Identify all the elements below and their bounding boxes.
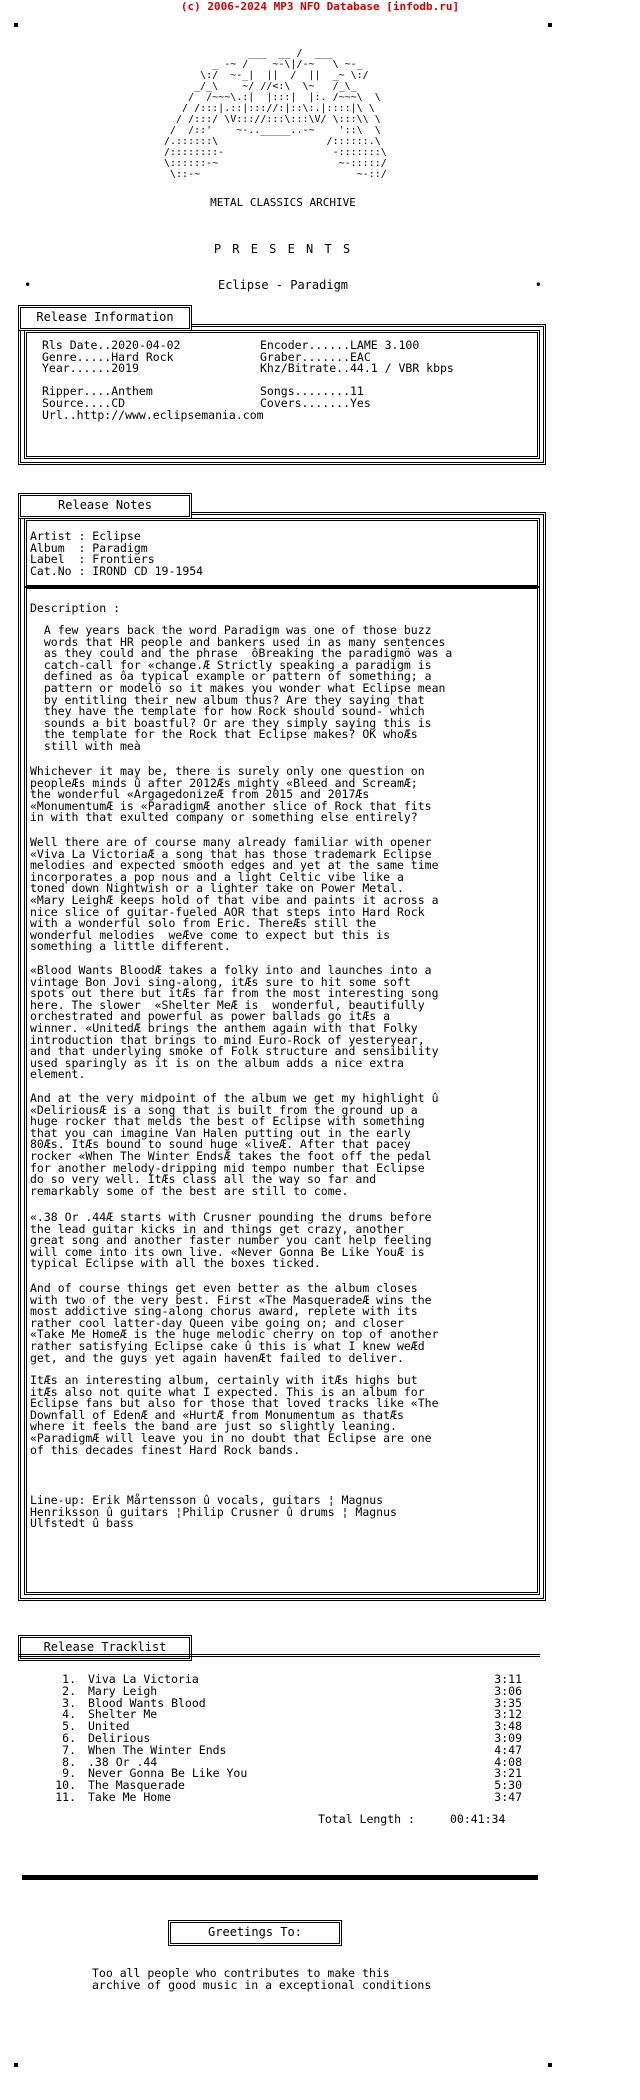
- section-divider: [22, 1875, 538, 1880]
- track-number: 4.: [62, 1707, 76, 1722]
- total-length-label: Total Length :: [318, 1812, 415, 1826]
- track-number: 5.: [62, 1719, 76, 1734]
- tracklist-box: [18, 1654, 540, 1657]
- track-title: Blood Wants Blood: [88, 1695, 206, 1710]
- track-duration: 3:06: [494, 1683, 522, 1698]
- track-number: 10.: [55, 1778, 76, 1793]
- track-duration: 3:11: [494, 1672, 522, 1686]
- track-number: 9.: [62, 1766, 76, 1781]
- track-title: The Masquerade: [88, 1778, 185, 1793]
- release-title: Eclipse - Paradigm: [217, 278, 349, 292]
- logo-caption: METAL CLASSICS ARCHIVE: [210, 196, 356, 209]
- lineup-text: Line-up: Erik Mårtensson û vocals, guitars ¦ Magnus Henriksson û guitars ¦Philip Crusner û drums ¦ Magnus Ulfstedt û bass: [30, 1493, 397, 1531]
- track-title: .38 Or .44: [88, 1754, 158, 1769]
- track-number: 11.: [55, 1790, 76, 1804]
- corner-mark: [548, 2063, 552, 2067]
- description-paragraph: Whichever it may be, there is surely only one question on peopleÆs minds û after 2012Æs mighty «Bleed and ScreamÆ; the wonderful «ArgagedonizeÆ from 2015 and 2017Æs «MonumentumÆ is «ParadigmÆ another slice of Rock that fits in with that exulted company or something else entirely?: [30, 764, 432, 825]
- track-number: 6.: [62, 1731, 76, 1745]
- track-row: [52, 1791, 522, 1803]
- copyright-banner: (c) 2006-2024 MP3 NFO Database [infodb.ru]: [180, 0, 460, 13]
- track-duration: 3:21: [494, 1766, 522, 1781]
- release-info-tab: Release Information: [18, 305, 192, 331]
- release-info-left: Rls Date..2020-04-02 Genre.....Hard Rock Year......2019 Ripper....Anthem Source....CD Url..http://www.eclipsemania.com: [42, 338, 264, 422]
- track-duration: 4:47: [494, 1742, 522, 1757]
- description-title: Description :: [30, 601, 121, 615]
- release-info-right: Encoder......LAME 3.100 Graber.......EAC Khz/Bitrate..44.1 / VBR kbps Songs........11 Covers.......Yes: [260, 338, 454, 410]
- greetings-text: Too all people who contributes to make this archive of good music in a exceptional conditions: [92, 1966, 432, 1992]
- track-title: When The Winter Ends: [88, 1742, 227, 1757]
- description-paragraph: And at the very midpoint of the album we get my highlight û «DeliriousÆ is a song that is built from the ground up a huge rocker that melds the best of Eclipse with something that you can imagine Van Halen putting out in the early 80Æs. ItÆs bound to sound huge «liveÆ. After that pacey rocker «When The Winter EndsÆ takes the foot off the pedal for another melody-dripping mid tempo number that Eclipse do so very well. ItÆs class all the way so far and remarkably some of the best are still to come.: [30, 1091, 439, 1198]
- track-title: United: [88, 1719, 130, 1734]
- description-paragraph: «.38 Or .44Æ starts with Crusner pounding the drums before the lead guitar kicks in and things get crazy, another great song and another faster number you cant help feeling will come into its own live. «Never Gonna Be Like YouÆ is typical Eclipse with all the boxes ticked.: [30, 1210, 432, 1271]
- track-duration: 3:12: [494, 1707, 522, 1722]
- track-title: Delirious: [88, 1731, 151, 1745]
- track-duration: 3:35: [494, 1695, 522, 1710]
- release-notes-tab: Release Notes: [18, 493, 192, 519]
- ascii-logo: ___ __ / ___ _ -~ / ~-\|/-~ \ ~-_ \:/ ~-_| || / || _~ \:/ _/_\ ~/ //<:\ \~ /_\_ / /~~~\.:| |:::| |:. /~~~\ \ / /:::|.::|::://:|::\:.|::::|\ \ / /:::/ \V::://:::\:::\V/ \:::\\ \ / /::' ~-.._____..-~ '::\ \ /.::::::\ /::::::.\ /::::::::- -:::::::\ \::::::-~ ~-:::::/ \::-~ ~-::/: [164, 48, 387, 180]
- track-number: 2.: [62, 1683, 76, 1698]
- tracklist-tab: Release Tracklist: [18, 1635, 192, 1661]
- track-duration: 5:30: [494, 1778, 522, 1793]
- description-paragraph: «Blood Wants BloodÆ takes a folky into and launches into a vintage Bon Jovi sing-along, itÆs sure to hit some soft spots out there but itÆs far from the most interesting song here. The slower «Shelter MeÆ is wonderful, beautifully orchestrated and powerful as power ballads go itÆs a winner. «UnitedÆ brings the anthem again with that Folky introduction that brings to mind Euro-Rock of yesteryear, and that underlying smoke of Folk structure and sensibility used sparingly as it is on the album adds a nice extra element.: [30, 963, 439, 1082]
- track-title: Shelter Me: [88, 1707, 158, 1722]
- description-paragraph: And of course things get even better as the album closes with two of the very best. First «The MasqueradeÆ wins the most addictive sing-along chorus award, replete with its rather cool latter-day Queen vibe going on; and closer «Take Me HomeÆ is the huge melodic cherry on top of another rather satisfying Eclipse cake û this is what I knew weÆd get, and the guys yet again havenÆt failed to deliver.: [30, 1281, 439, 1365]
- track-number: 7.: [62, 1742, 76, 1757]
- bullet-left: •: [24, 278, 32, 292]
- track-row: [52, 1685, 522, 1697]
- track-number: 8.: [62, 1754, 76, 1769]
- description-paragraph: ItÆs an interesting album, certainly with itÆs highs but itÆs also not quite what I expected. This is an album for Eclipse fans but also for those that loved tracks like «The Downfall of EdenÆ and «HurtÆ from Monumentum as thatÆs where it feels the band are just so slightly leaning. «ParadigmÆ will leave you in no doubt that Eclipse are one of this decades finest Hard Rock bands.: [30, 1373, 439, 1457]
- total-length-value: 00:41:34: [450, 1812, 506, 1826]
- track-number: 3.: [62, 1695, 76, 1710]
- corner-mark: [14, 2063, 18, 2067]
- track-title: Mary Leigh: [88, 1683, 158, 1698]
- description-paragraph: A few years back the word Paradigm was one of those buzz words that HR people and bankers used in as many sentences as they could and the phrase ôBreaking the paradigmö was a catch-call for «change.Æ Strictly speaking a paradigm is defined as ôa typical example or pattern of something; a pattern or modelö so it makes you wonder what Eclipse mean by entitling their new album thus? Are they saying that they have the template for how Rock should sound- which sounds a bit boastful? Or are they simply saying this is the template for the Rock that Eclipse makes? OK whoÆs still with meà: [43, 623, 453, 753]
- track-title: Never Gonna Be Like You: [88, 1766, 248, 1781]
- greetings-tab: Greetings To:: [168, 1920, 342, 1946]
- track-title: Viva La Victoria: [88, 1672, 199, 1686]
- track-duration: 3:47: [494, 1790, 522, 1804]
- track-duration: 3:09: [494, 1731, 522, 1745]
- presents-heading: P R E S E N T S: [213, 242, 353, 256]
- description-paragraph: Well there are of course many already familiar with opener «Viva La VictoriaÆ a song that has those trademark Eclipse melodies and expected smooth edges and yet at the same time incorporates a pop nous and a light Celtic vibe like a toned down Nightwish or a lighter take on Power Metal. «Mary LeighÆ keeps hold of that vibe and paints it across a nice slice of guitar-fueled AOR that steps into Hard Rock with a wonderful solo from Eric. ThereÆs still the wonderful melodies weÆve come to expect but this is something a little different.: [30, 835, 439, 954]
- corner-mark: [548, 23, 552, 27]
- release-notes-meta: Artist : Eclipse Album : Paradigm Label : Frontiers Cat.No : IROND CD 19-1954: [30, 529, 204, 578]
- track-row: [52, 1744, 522, 1756]
- track-title: Take Me Home: [88, 1790, 172, 1804]
- nfo-document: [14, 18, 552, 2068]
- corner-mark: [14, 23, 18, 27]
- track-number: 1.: [62, 1672, 76, 1686]
- track-duration: 3:48: [494, 1719, 522, 1734]
- bullet-right: •: [534, 278, 542, 292]
- track-duration: 4:08: [494, 1754, 522, 1769]
